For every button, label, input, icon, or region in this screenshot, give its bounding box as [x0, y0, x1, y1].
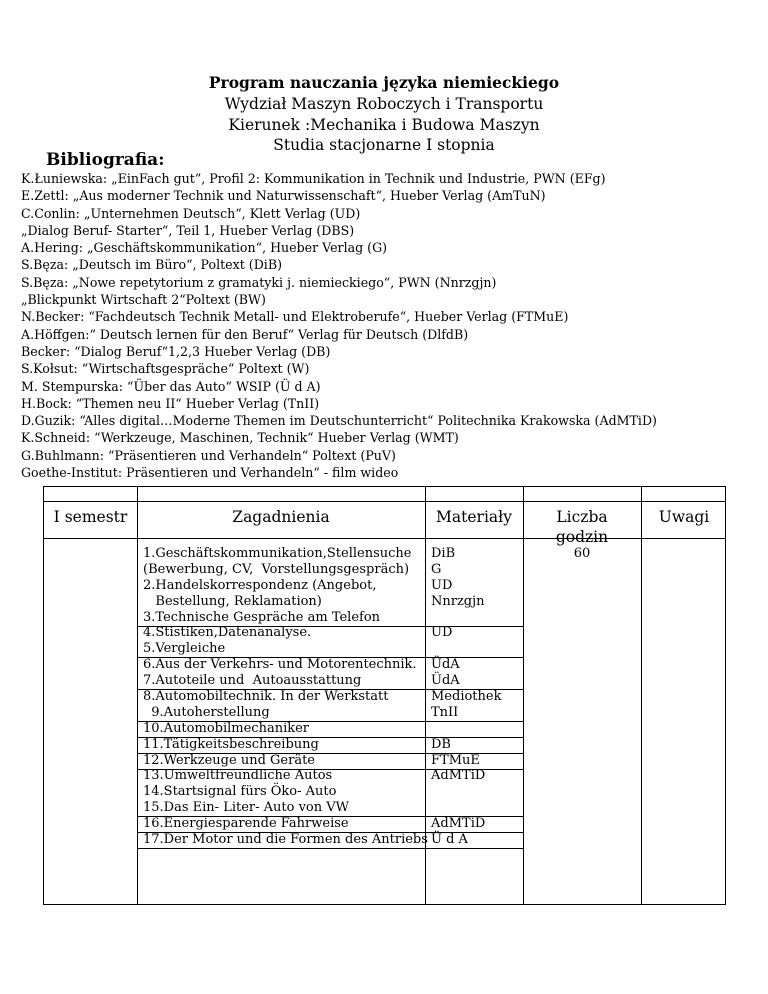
bibliography-label: Bibliografia: [46, 150, 165, 170]
topic-line: 16.Energiesparende Fahrweise [143, 816, 349, 832]
bibliography-item: D.Guzik: “Alles digital…Moderne Themen im Deutschunterricht“ Politechnika Krakowska (AdMTiD) [21, 413, 657, 429]
bibliography-item: H.Bock: “Themen neu II“ Hueber Verlag (TnII) [21, 395, 320, 411]
topic-line: 6.Aus der Verkehrs- und Motorentechnik. [143, 657, 417, 673]
semester-header: I semestr [53, 508, 128, 526]
topic-line: 10.Automobilmechaniker [143, 720, 310, 736]
topic-line: (Bewerbung, CV, Vorstellungsgespräch) [143, 561, 410, 577]
bibliography-item: S.Kołsut: “Wirtschaftsgespräche“ Poltext (W) [21, 361, 310, 377]
topic-line: 11.Tätigkeitsbeschreibung [143, 736, 319, 752]
topic-line: 12.Werkzeuge und Geräte [143, 752, 315, 768]
topic-line: 15.Das Ein- Liter- Auto von VW [143, 800, 350, 816]
bibliography-item: A.Hering: „Geschäftskommunikation“, Hueber Verlag (G) [21, 240, 388, 256]
document-title: Program nauczania języka niemieckiego [208, 73, 560, 92]
material-line: Nnrzgjn [431, 593, 485, 609]
material-line: UD [431, 625, 453, 641]
bibliography-item: C.Conlin: „Unternehmen Deutsch“, Klett Verlag (UD) [21, 205, 361, 221]
topic-line: 2.Handelskorrespondenz (Angebot, [143, 577, 377, 593]
bibliography-item: G.Buhlmann: “Präsentieren und Verhandeln“ Poltext (PuV) [21, 447, 396, 463]
hours-value: 60 [573, 546, 591, 561]
major-line: Kierunek :Mechanika i Budowa Maszyn [228, 116, 540, 134]
topic-line: 13.Umweltfreundliche Autos [143, 768, 333, 784]
bibliography-item: Goethe-Institut: Präsentieren und Verhandeln“ - film wideo [21, 465, 399, 481]
topic-line: 3.Technische Gespräche am Telefon [143, 609, 381, 625]
materials-header: Materiały [436, 508, 512, 526]
material-line: ÜdA [431, 673, 460, 689]
curriculum-table [43, 486, 726, 905]
topic-line: 17.Der Motor und die Formen des Antriebs [143, 832, 428, 848]
topic-line: Bestellung, Reklamation) [143, 593, 322, 609]
material-line: Ü d A [431, 832, 468, 848]
hours-header-line2: godzin [555, 528, 609, 546]
bibliography-item: N.Becker: “Fachdeutsch Technik Metall- und Elektroberufe“, Hueber Verlag (FTMuE) [21, 309, 569, 325]
bibliography-item: M. Stempurska: “Über das Auto“ WSIP (Ü d A) [21, 378, 321, 394]
material-line: AdMTiD [431, 768, 486, 784]
topics-list [143, 546, 428, 848]
topic-line: 14.Startsignal fürs Öko- Auto [143, 784, 337, 800]
material-line: G [431, 561, 442, 577]
material-line [431, 800, 501, 816]
material-line [431, 784, 501, 800]
row-line [137, 848, 523, 849]
col-divider [137, 487, 138, 904]
bibliography-item: K.Łuniewska: „EinFach gut”, Profil 2: Kommunikation in Technik und Industrie, PWN (EFg) [21, 171, 606, 186]
topic-line: 1.Geschäftskommunikation,Stellensuche [143, 546, 412, 561]
material-line: AdMTiD [431, 816, 486, 832]
topic-line: 9.Autoherstellung [143, 704, 270, 720]
material-line [431, 641, 501, 657]
hours-header-line1: Liczba [556, 508, 608, 526]
topic-line: 8.Automobiltechnik. In der Werkstatt [143, 689, 389, 705]
materials-list [431, 546, 501, 848]
bibliography-item: S.Bęza: „Nowe repetytorium z gramatyki j. niemieckiego“, PWN (Nnrzgjn) [21, 274, 497, 290]
material-line: UD [431, 577, 453, 593]
bibliography-item: E.Zettl: „Aus moderner Technik und Naturwissenschaft“, Hueber Verlag (AmTuN) [21, 188, 546, 204]
material-line: TnII [431, 704, 459, 720]
material-line [431, 721, 501, 737]
material-line: Mediothek [431, 689, 502, 705]
material-line: ÜdA [431, 657, 460, 673]
material-line [431, 610, 501, 626]
topics-header: Zagadnienia [232, 508, 330, 526]
topic-line: 5.Vergleiche [143, 641, 226, 657]
bibliography-item: „Blickpunkt Wirtschaft 2“Poltext (BW) [21, 292, 266, 308]
notes-header: Uwagi [658, 508, 710, 526]
bibliography-item: „Dialog Beruf- Starter“, Teil 1, Hueber Verlag (DBS) [21, 222, 355, 238]
bibliography-item: K.Schneid: “Werkzeuge, Maschinen, Technik“ Hueber Verlag (WMT) [21, 430, 459, 446]
bibliography-list [21, 170, 761, 481]
col-divider [641, 487, 642, 904]
material-line: FTMuE [431, 752, 480, 768]
topic-line: 7.Autoteile und Autoausstattung [143, 673, 362, 689]
header-top-line [44, 501, 725, 502]
material-line: DB [431, 736, 451, 752]
faculty-line: Wydział Maszyn Roboczych i Transportu [224, 95, 544, 113]
material-line: DiB [431, 546, 456, 561]
bibliography-item: Becker: “Dialog Beruf“1,2,3 Hueber Verlag (DB) [21, 343, 331, 359]
study-mode-line: Studia stacjonarne I stopnia [273, 136, 495, 154]
topic-line: 4.Stistiken,Datenanalyse. [143, 625, 312, 641]
bibliography-item: S.Bęza: „Deutsch im Büro“, Poltext (DiB) [21, 257, 283, 273]
bibliography-item: A.Höffgen:“ Deutsch lernen für den Beruf“ Verlag für Deutsch (DlfdB) [21, 326, 469, 342]
